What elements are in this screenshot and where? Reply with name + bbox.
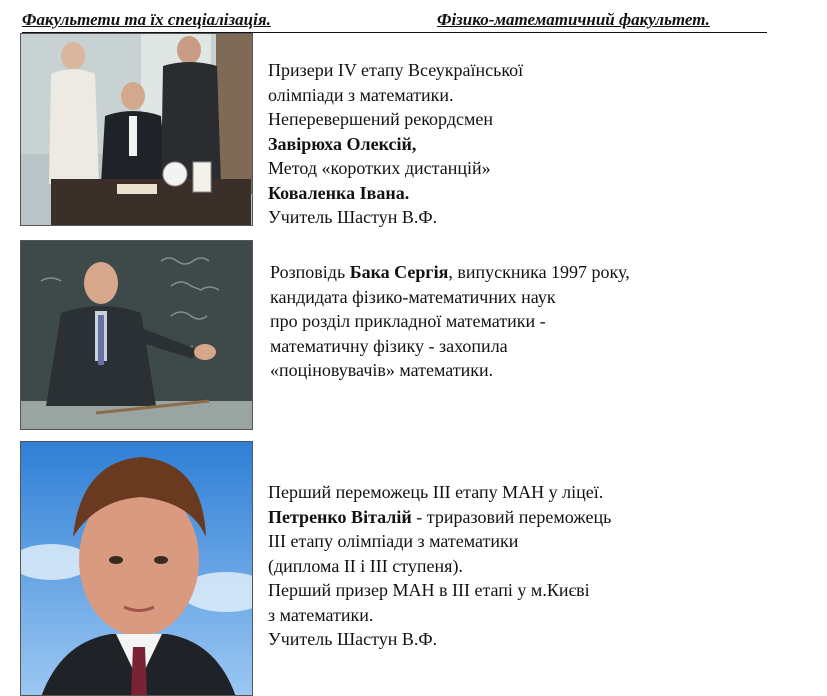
page-header — [22, 10, 767, 33]
caption-line: ІІІ етапу олімпіади з математики — [268, 531, 519, 551]
caption-line: математичну фізику - захопила — [270, 335, 508, 356]
lecturer-caption — [270, 260, 630, 383]
student-portrait-photo — [20, 441, 253, 696]
caption-teacher: Учитель Шастун В.Ф. — [268, 629, 438, 649]
student-portrait-illustration — [21, 442, 253, 696]
caption-line: Призери IV етапу Всеукраїнської — [268, 60, 524, 80]
caption-teacher: Учитель Шастун В.Ф. — [268, 207, 438, 227]
caption-name-bold: Завірюха Олексій, — [268, 133, 417, 154]
caption-line: кандидата фізико-математичних наук — [270, 286, 556, 307]
caption-name-bold: Бака Сергія — [349, 262, 449, 282]
caption-line: (диплома ІІ і ІІІ ступеня). — [268, 555, 463, 576]
caption-line: Перший призер МАН в ІІІ етапі у м.Києві — [268, 580, 590, 600]
caption-line: «поціновувачів» математики. — [270, 360, 494, 380]
caption-line: Неперевершений рекордсмен — [268, 109, 493, 129]
student-caption — [268, 480, 611, 652]
lecturer-illustration — [21, 241, 253, 430]
caption-line: Розповідь Бака Сергія, випускника 1997 року, — [270, 262, 630, 282]
caption-name-bold: Коваленка Івана. — [268, 182, 410, 203]
caption-line: про розділ прикладної математики - — [270, 311, 546, 331]
olympiad-winners-caption — [268, 58, 523, 230]
caption-name-bold: Петренко Віталій — [268, 506, 412, 527]
caption-line: Петренко Віталій - триразовий переможець — [268, 506, 612, 527]
olympiad-winners-illustration — [21, 34, 253, 226]
header-faculty-title: Фізико-математичний факультет. — [437, 10, 710, 29]
lecturer-photo — [20, 240, 253, 430]
olympiad-winners-photo — [20, 33, 253, 226]
caption-line: Метод «коротких дистанцій» — [268, 158, 491, 178]
caption-line: з математики. — [268, 604, 374, 625]
caption-line: Перший переможець ІІІ етапу МАН у ліцеї. — [268, 482, 604, 502]
header-section-title: Факультети та їх спеціалізація. — [22, 10, 271, 29]
caption-line: олімпіади з математики. — [268, 84, 454, 105]
